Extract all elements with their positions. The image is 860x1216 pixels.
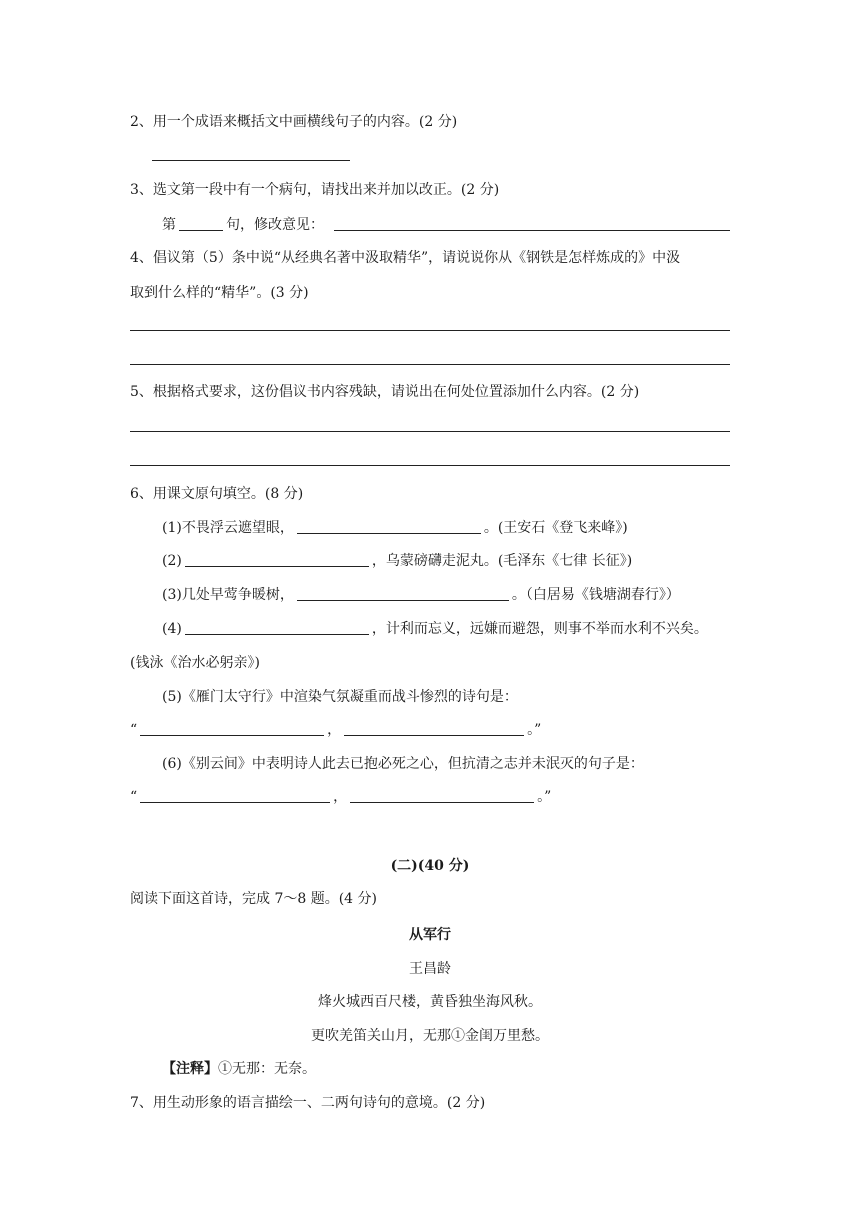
item-6-blank-2	[350, 788, 534, 803]
item-1-number: (1)	[162, 520, 182, 536]
comma: ，	[333, 789, 348, 805]
poem-author: 王昌龄	[409, 961, 451, 977]
question-3-middle: 句，修改意见：	[226, 217, 324, 233]
open-quote: “	[130, 789, 138, 805]
item-3-before: 几处早莺争暖树，	[181, 587, 294, 603]
question-4-text-line2: 取到什么样的“精华”。(3 分)	[130, 285, 309, 301]
note-label: 【注释】	[162, 1061, 218, 1077]
poem-title: 从军行	[409, 927, 451, 943]
item-3-number: (3)	[162, 587, 182, 603]
item-4-after: ，计利而忘义，远嫌而避怨，则事不举而水利不兴矣。	[371, 621, 708, 637]
item-3-after: 。（白居易《钱塘湖春行》）	[511, 587, 680, 603]
item-2-blank	[185, 552, 369, 567]
question-3-text: 3、选文第一段中有一个病句，请找出来并加以改正。(2 分)	[130, 182, 500, 198]
poem-note	[162, 1059, 316, 1079]
question-5-answer-line-1	[130, 431, 730, 432]
question-6-item-6-answer	[130, 787, 551, 807]
poem-line-2: 更吹羌笛关山月，无那①金闺万里愁。	[311, 1028, 549, 1044]
question-4-answer-line-1	[130, 330, 730, 331]
question-7-text: 7、用生动形象的语言描绘一、二两句诗句的意境。(2 分)	[130, 1095, 486, 1111]
comma: ，	[327, 722, 342, 738]
section-2-intro: 阅读下面这首诗，完成 7～8 题。(4 分)	[130, 891, 377, 907]
item-2-after: ，乌蒙磅礴走泥丸。(毛泽东《七律 长征》)	[371, 553, 633, 569]
open-quote: “	[130, 722, 138, 738]
item-2-number: (2)	[162, 553, 182, 569]
item-1-after: 。(王安石《登飞来峰》)	[483, 520, 628, 536]
section-2-heading: (二)(40 分)	[390, 858, 470, 874]
question-6-item-4-source: (钱泳《治水必躬亲》)	[130, 655, 260, 671]
item-5-blank-1	[140, 721, 324, 736]
question-2-text: 2、用一个成语来概括文中画横线句子的内容。(2 分)	[130, 114, 458, 130]
item-1-before: 不畏浮云遮望眼，	[181, 520, 294, 536]
question-6-item-2	[162, 551, 632, 571]
item-1-blank	[297, 519, 481, 534]
item-4-number: (4)	[162, 621, 182, 637]
item-3-blank	[297, 586, 509, 601]
question-4-text-line1: 4、倡议第（5）条中说“从经典名著中汲取精华”，请说说你从《钢铁是怎样炼成的》中汲	[130, 250, 681, 266]
question-3-revision-line	[334, 230, 730, 231]
question-4-answer-line-2	[130, 364, 730, 365]
item-6-blank-1	[140, 788, 330, 803]
question-2-answer-line	[152, 160, 350, 161]
question-6-item-4	[162, 619, 708, 639]
question-5-answer-line-2	[130, 465, 730, 466]
question-3-answer-row	[162, 215, 324, 235]
question-6-item-5: (5)《雁门太守行》中渲染气氛凝重而战斗惨烈的诗句是：	[162, 689, 518, 705]
question-6-item-3	[162, 585, 680, 605]
item-4-blank	[185, 620, 369, 635]
question-6-item-6: (6)《别云间》中表明诗人此去已抱必死之心，但抗清之志并未泯灭的句子是：	[162, 756, 644, 772]
close-quote: 。”	[527, 722, 542, 738]
question-6-item-5-answer	[130, 720, 541, 740]
close-quote: 。”	[537, 789, 552, 805]
item-5-blank-2	[344, 721, 524, 736]
question-6-item-1	[162, 518, 628, 538]
poem-line-1: 烽火城西百尺楼，黄昏独坐海风秋。	[318, 994, 542, 1010]
question-6-text: 6、用课文原句填空。(8 分)	[130, 486, 304, 502]
question-3-prefix: 第	[162, 217, 176, 233]
note-text: ①无那：无奈。	[218, 1061, 316, 1077]
question-3-sentence-blank	[179, 216, 223, 231]
question-5-text: 5、根据格式要求，这份倡议书内容残缺，请说出在何处位置添加什么内容。(2 分)	[130, 384, 640, 400]
